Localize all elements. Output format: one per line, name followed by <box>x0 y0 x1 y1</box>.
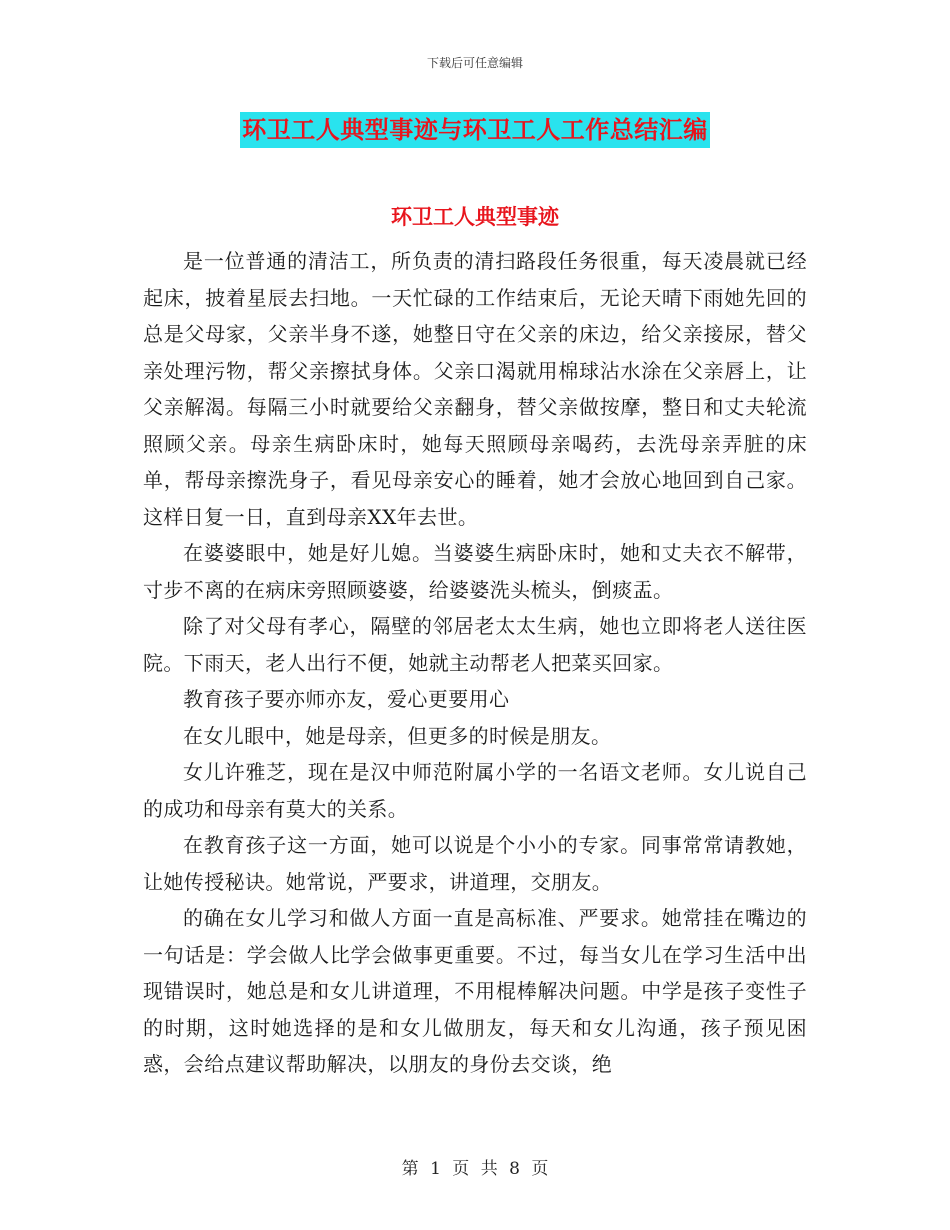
document-title: 环卫工人典型事迹与环卫工人工作总结汇编 <box>240 112 710 148</box>
page-header-note: 下载后可任意编辑 <box>426 56 523 70</box>
paragraph: 在婆婆眼中，她是好儿媳。当婆婆生病卧床时，她和丈夫衣不解带，寸步不离的在病床旁照顾婆婆，给婆婆洗头梳头，倒痰盂。 <box>143 541 807 602</box>
document-title-container <box>0 112 950 148</box>
section-title: 环卫工人典型事迹 <box>391 204 559 229</box>
paragraph: 在教育孩子这一方面，她可以说是个小小的专家。同事常常请教她，让她传授秘诀。她常说，严要求，讲道理，交朋友。 <box>143 833 807 894</box>
paragraph: 除了对父母有孝心，隔壁的邻居老太太生病，她也立即将老人送往医院。下雨天，老人出行不便，她就主动帮老人把菜买回家。 <box>143 614 807 675</box>
page-number-footer: 第 1 页 共 8 页 <box>401 1159 549 1179</box>
document-body <box>143 243 807 1083</box>
paragraph: 是一位普通的清洁工，所负责的清扫路段任务很重，每天凌晨就已经起床，披着星辰去扫地。一天忙碌的工作结束后，无论天晴下雨她先回的总是父母家，父亲半身不遂，她整日守在父亲的床边，给父亲接尿，替父亲处理污物，帮父亲擦拭身体。父亲口渴就用棉球沾水涂在父亲唇上，让父亲解渴。每隔三小时就要给父亲翻身，替父亲做按摩，整日和丈夫轮流照顾父亲。母亲生病卧床时，她每天照顾母亲喝药，去洗母亲弄脏的床单，帮母亲擦洗身子，看见母亲安心的睡着，她才会放心地回到自己家。这样日复一日，直到母亲XX年去世。 <box>143 249 807 529</box>
paragraph: 女儿许雅芝，现在是汉中师范附属小学的一名语文老师。女儿说自己的成功和母亲有莫大的关系。 <box>143 760 807 821</box>
paragraph: 的确在女儿学习和做人方面一直是高标准、严要求。她常挂在嘴边的一句话是：学会做人比学会做事更重要。不过，每当女儿在学习生活中出现错误时，她总是和女儿讲道理，不用棍棒解决问题。中学是孩子变性子的时期，这时她选择的是和女儿做朋友，每天和女儿沟通，孩子预见困惑，会给点建议帮助解决，以朋友的身份去交谈，绝 <box>143 906 807 1076</box>
paragraph: 教育孩子要亦师亦友，爱心更要用心 <box>183 687 510 711</box>
paragraph: 在女儿眼中，她是母亲，但更多的时候是朋友。 <box>183 723 612 748</box>
